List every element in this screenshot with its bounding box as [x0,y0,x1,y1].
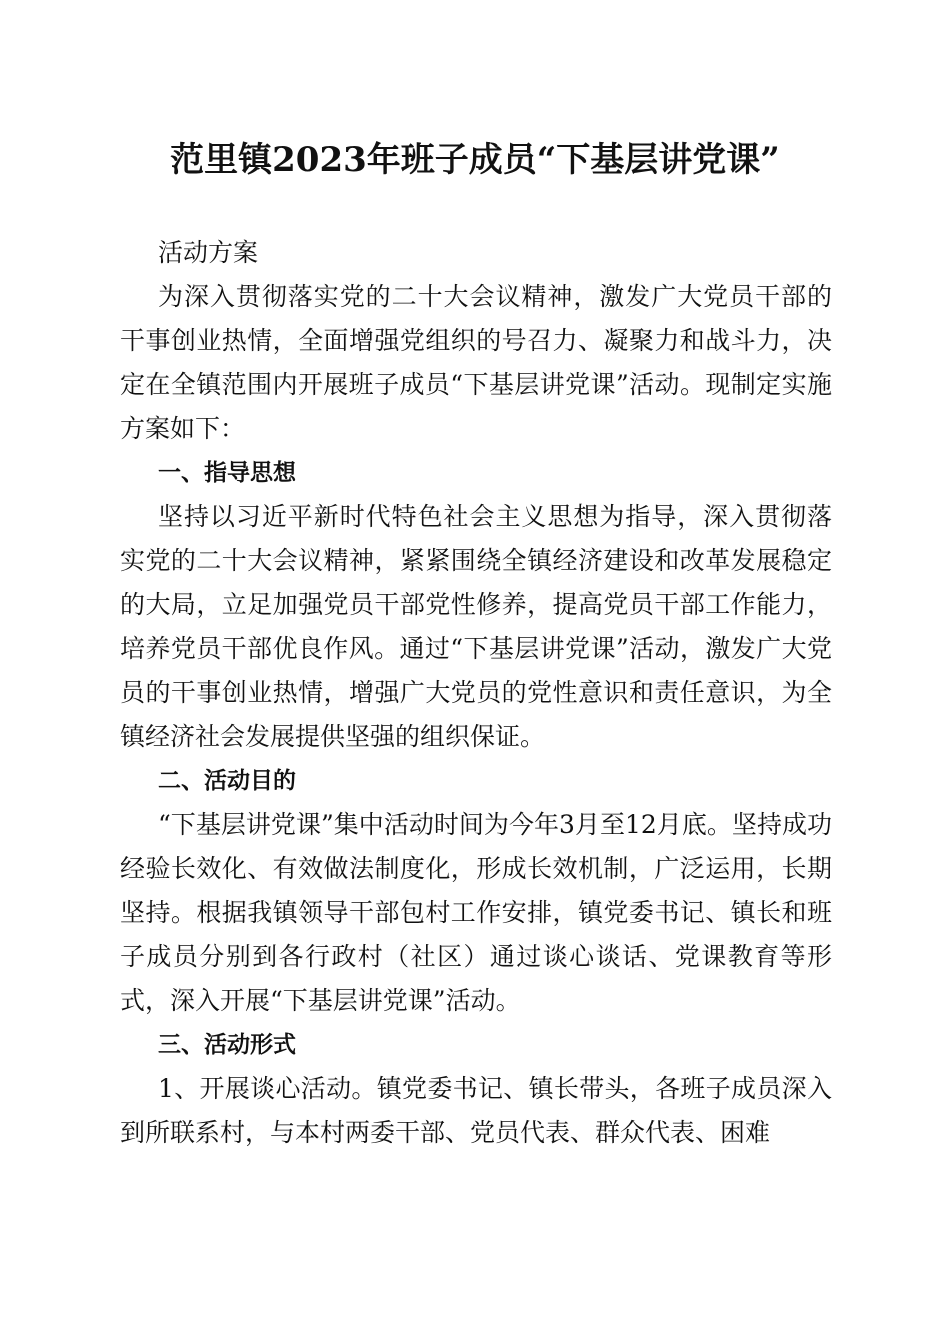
section-heading-activity-form: 三、活动形式 [158,1032,296,1058]
intro-paragraph: 为深入贯彻落实党的二十大会议精神，激发广大党员干部的干事创业热情，全面增强党组织的号召力、凝聚力和战斗力，决定在全镇范围内开展班子成员“下基层讲党课”活动。现制定实施方案如下： [120,282,832,443]
document-title: 范里镇2023年班子成员“下基层讲党课” [170,140,780,180]
section-heading-guiding-thought: 一、指导思想 [158,460,296,486]
section-paragraph: 坚持以习近平新时代特色社会主义思想为指导，深入贯彻落实党的二十大会议精神，紧紧围绕全镇经济建设和改革发展稳定的大局，立足加强党员干部党性修养，提高党员干部工作能力，培养党员干部优良作风。通过“下基层讲党课”活动，激发广大党员的干事创业热情，增强广大党员的党性意识和责任意识，为全镇经济社会发展提供坚强的组织保证。 [120,502,832,751]
section-paragraph: 1、开展谈心活动。镇党委书记、镇长带头，各班子成员深入到所联系村，与本村两委干部、党员代表、群众代表、困难 [120,1074,832,1147]
section-paragraph: “下基层讲党课”集中活动时间为今年3月至12月底。坚持成功经验长效化、有效做法制度化，形成长效机制，广泛运用，长期坚持。根据我镇领导干部包村工作安排，镇党委书记、镇长和班子成员分别到各行政村（社区）通过谈心谈话、党课教育等形式，深入开展“下基层讲党课”活动。 [120,810,832,1015]
document-subtitle: 活动方案 [158,238,259,267]
document-body [120,231,832,1155]
section-heading-activity-purpose: 二、活动目的 [158,768,296,794]
